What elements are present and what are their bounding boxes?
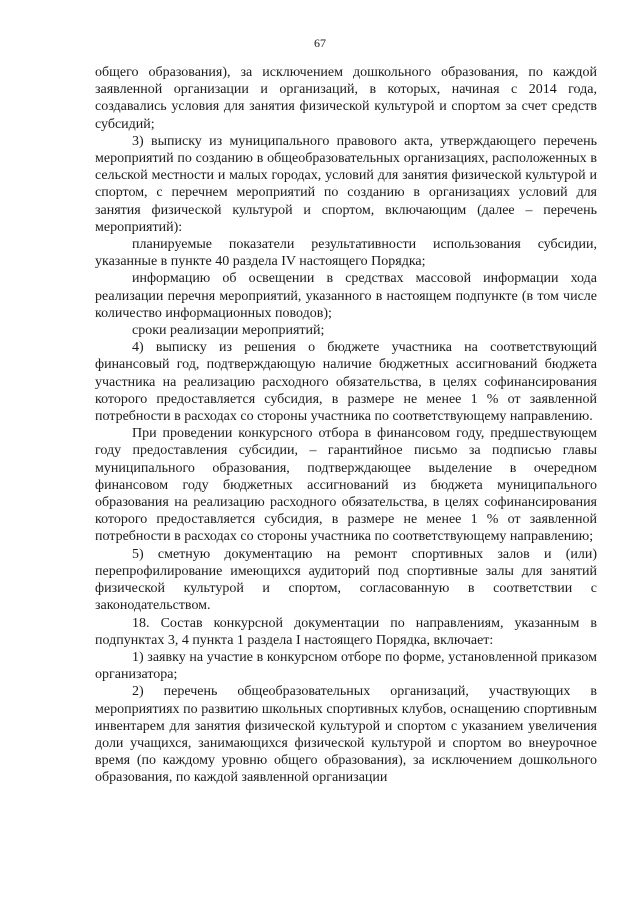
paragraph-item-3: 3) выписку из муниципального правового акта, утверждающего перечень мероприятий по созданию в общеобразовательных организациях, расположенных в сельской местности и малых городах, условий для занятия физической культурой и спортом, с перечнем мероприятий по созданию в организациях условий для занятия физической культурой и спортом, включающим (далее – перечень мероприятий): — [95, 133, 597, 235]
paragraph-item-5: 5) сметную документацию на ремонт спортивных залов и (или) перепрофилирование имеющихся аудиторий под спортивные залы для занятий физической культурой и спортом, согласованную в соответствии с законодательством. — [95, 546, 597, 614]
paragraph-planned-indicators: планируемые показатели результативности использования субсидии, указанные в пункте 40 раздела IV настоящего Порядка; — [95, 237, 597, 270]
paragraph-guarantee-letter: При проведении конкурсного отбора в финансовом году, предшествующем году предоставления субсидии, – гарантийное письмо за подписью главы муниципального образования, подтверждающее выделение в очередном финансовом году бюджетных ассигнований из бюджета муниципального образования на реализацию расходного обязательства, в целях софинансирования которого предоставляется субсидия, в размере не менее 1 % от заявленной потребности в расходах со стороны участника по соответствующему направлению; — [95, 426, 597, 545]
paragraph-item-4: 4) выписку из решения о бюджете участника на соответствующий финансовый год, подтверждающую наличие бюджетных ассигнований бюджета участника на реализацию расходного обязательства, в целях софинансирования которого предоставляется субсидия, в размере не менее 1 % от заявленной потребности в расходах со стороны участника по соответствующему направлению. — [95, 340, 597, 425]
document-body — [95, 64, 597, 787]
paragraph-deadlines: сроки реализации мероприятий; — [132, 323, 325, 339]
paragraph-media-coverage: информацию об освещении в средствах массовой информации хода реализации перечня мероприятий, указанного в настоящем подпункте (в том числе количество информационных поводов); — [95, 271, 597, 321]
paragraph-intro-continuation: общего образования), за исключением дошкольного образования, по каждой заявленной организации и организаций, в которых, начиная с 2014 года, создавались условия для занятия физической культурой и спортом за счет средств субсидий; — [95, 65, 597, 132]
paragraph-section-18: 18. Состав конкурсной документации по направлениям, указанным в подпунктах 3, 4 пункта 1 раздела I настоящего Порядка, включает: — [95, 615, 597, 648]
paragraph-section-18-item-1: 1) заявку на участие в конкурсном отборе по форме, установленной приказом организатора; — [95, 649, 597, 683]
paragraph-section-18-item-2: 2) перечень общеобразовательных организаций, участвующих в мероприятиях по развитию школьных спортивных клубов, оснащению спортивным инвентарем для занятия физической культурой и спортом с указанием увеличения доли учащихся, занимающихся физической культурой и спортом во внеурочное время (по каждому уровню общего образования), за исключением дошкольного образования, по каждой заявленной организации — [95, 684, 597, 786]
page-number: 67 — [314, 36, 326, 50]
